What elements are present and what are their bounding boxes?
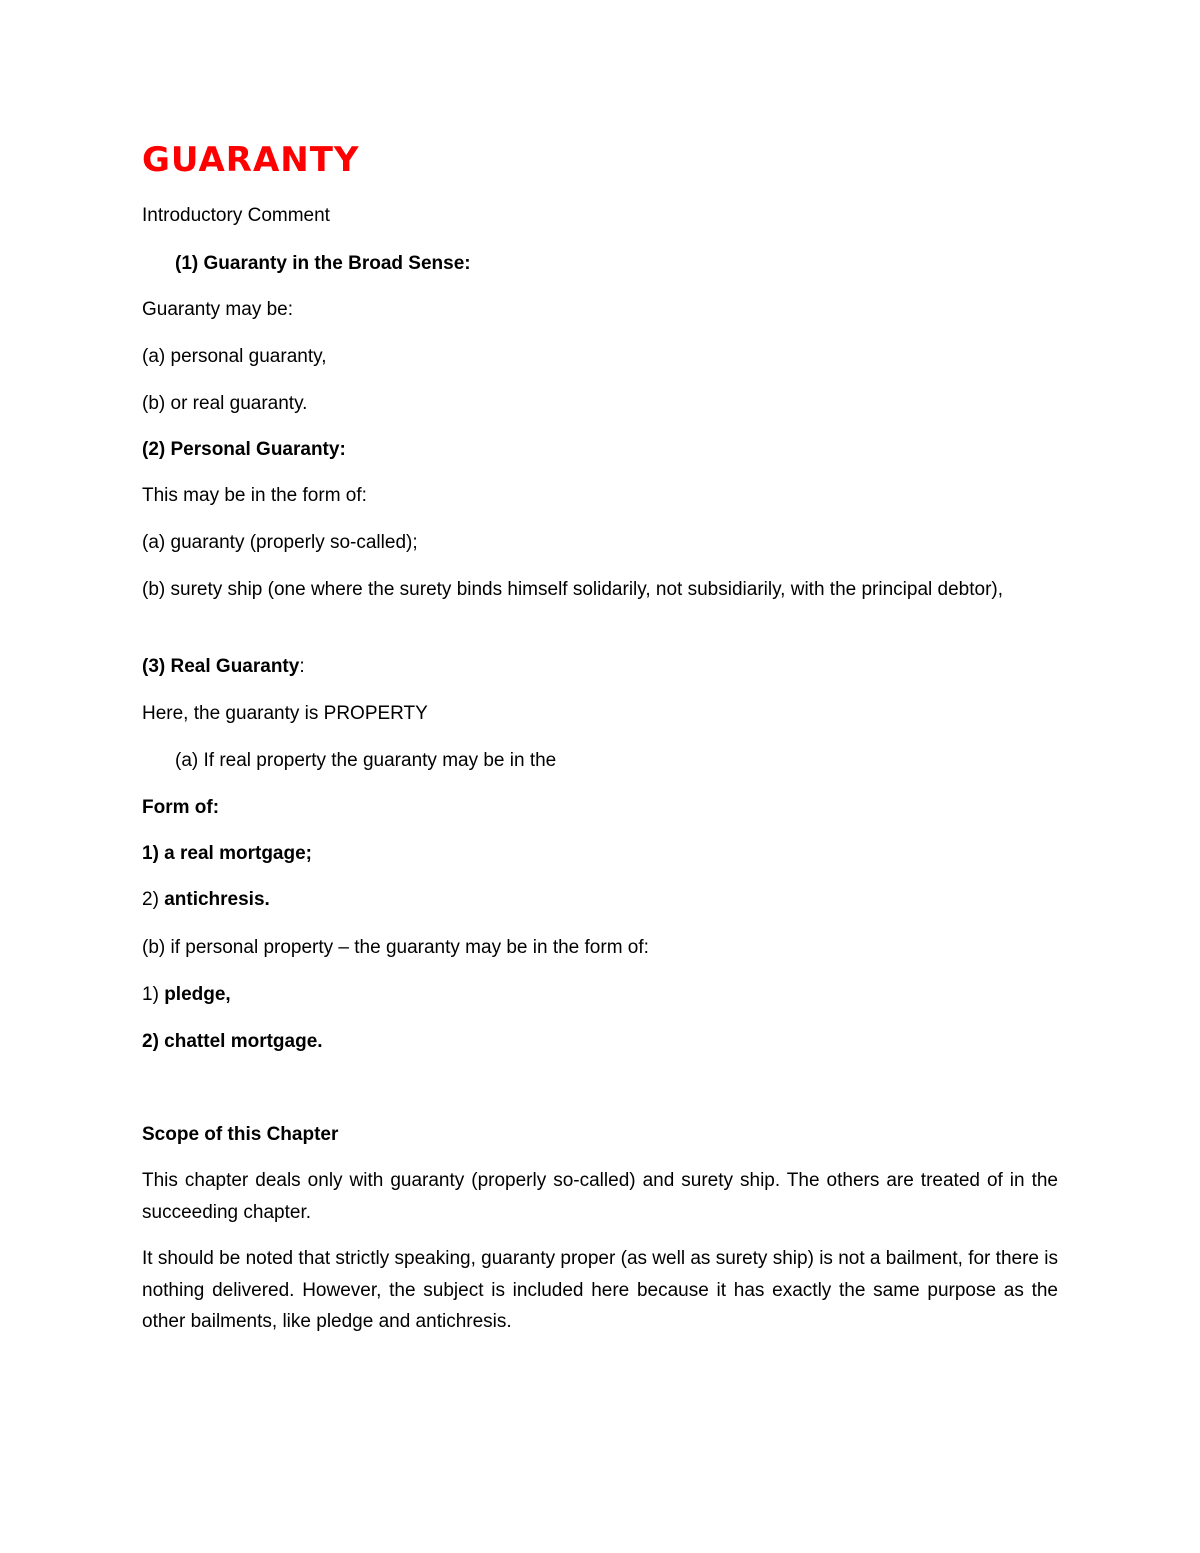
section2-item-a: (a) guaranty (properly so-called); xyxy=(142,532,418,553)
real-item-1: 1) a real mortgage; xyxy=(142,843,312,864)
section1-item-a: (a) personal guaranty, xyxy=(142,346,327,367)
section1-item-b: (b) or real guaranty. xyxy=(142,393,308,414)
personal-item-1-text: pledge, xyxy=(164,984,231,1005)
real-item-2-text: antichresis. xyxy=(164,889,270,910)
form-of-label: Form of: xyxy=(142,797,220,818)
section3-heading xyxy=(142,655,305,679)
scope-paragraph-2: It should be noted that strictly speaking, guaranty proper (as well as surety ship) is not a bailment, for there is nothing delivered. However, the subject is included here because it has exactly the same purpose as the other bailments, like pledge and antichresis. xyxy=(142,1248,1058,1332)
section1-lead: Guaranty may be: xyxy=(142,299,294,320)
section3-lead: Here, the guaranty is PROPERTY xyxy=(142,703,428,724)
real-item-2-number: 2) xyxy=(142,889,165,910)
personal-item-1-number: 1) xyxy=(142,984,165,1005)
section3-sub-b: (b) if personal property – the guaranty may be in the form of: xyxy=(142,937,649,958)
section3-heading-colon: : xyxy=(299,656,305,677)
scope-paragraph-1: This chapter deals only with guaranty (properly so-called) and surety ship. The others are treated of in the succeeding chapter. xyxy=(142,1170,1058,1223)
section1-heading: (1) Guaranty in the Broad Sense: xyxy=(175,253,471,274)
personal-item-2: 2) chattel mortgage. xyxy=(142,1031,323,1052)
section2-lead: This may be in the form of: xyxy=(142,485,367,506)
section3-heading-label: (3) Real Guaranty xyxy=(142,656,300,677)
section3-sub-a: (a) If real property the guaranty may be in the xyxy=(175,750,557,771)
real-item-2 xyxy=(142,888,270,912)
personal-item-1 xyxy=(142,983,231,1007)
document-title: GUARANTY xyxy=(142,140,360,180)
scope-heading: Scope of this Chapter xyxy=(142,1124,339,1145)
section2-heading: (2) Personal Guaranty: xyxy=(142,439,346,460)
section2-item-b: (b) surety ship (one where the surety binds himself solidarily, not subsidiarily, with the principal debtor), xyxy=(142,579,1004,600)
intro-heading: Introductory Comment xyxy=(142,205,330,226)
